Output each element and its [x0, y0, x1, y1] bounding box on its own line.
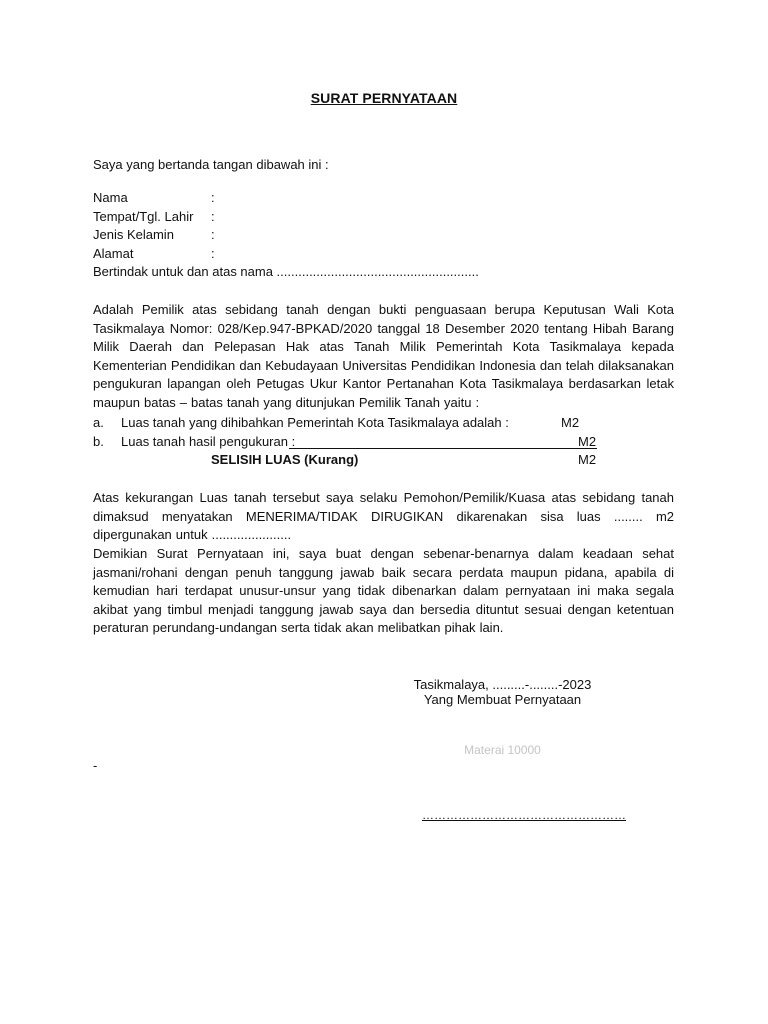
stamp-duty-placeholder: Materai 10000	[464, 743, 541, 757]
selisih-unit: M2	[578, 452, 597, 468]
list-item-granted-area	[93, 414, 683, 433]
list-unit: M2	[578, 433, 597, 449]
field-label: Tempat/Tgl. Lahir	[93, 208, 194, 224]
field-label: Jenis Kelamin	[93, 227, 174, 243]
signature-name-line: ……………………………………………	[422, 808, 626, 822]
land-area-list	[93, 414, 683, 470]
field-row-jenis-kelamin	[93, 226, 683, 245]
closing-paragraph: Demikian Surat Pernyataan ini, saya buat dengan sebenar-benarnya dalam keadaan sehat jasmani/rohani dengan penuh tanggung jawab baik secara perdata maupun pidana, apabila di kemudian hari terdapat unusur-unsur yang tidak dibenarkan dalam pernyataan ini maka segala akibat yang timbul menjadi tanggung jawab saya dan bersedia dituntut sesuai dengan ketentuan peraturan perundang-undangan serta tidak akan melibatkan pihak lain.	[93, 546, 674, 636]
list-text: Luas tanah yang dihibahkan Pemerintah Kota Tasikmalaya adalah :	[121, 415, 509, 430]
field-label: Nama	[93, 190, 128, 205]
ownership-paragraph: Adalah Pemilik atas sebidang tanah dengan bukti penguasaan berupa Keputusan Wali Kota Tasikmalaya Nomor: 028/Kep.947-BPKAD/2020 tanggal 18 Desember 2020 tentang Hibah Barang Milik Daerah dan Pelepasan Hak atas Tanah Milik Pemerintah Kota Tasikmalaya kepada Kementerian Pendidikan dan Kebudayaan Universitas Pendidikan Indonesia dan telah dilaksanakan pengukuran lapangan oleh Petugas Ukur Kantor Pertanahan Kota Tasikmalaya berdasarkan letak maupun batas – batas tanah yang ditunjukan Pemilik Tanah yaitu :	[93, 302, 674, 410]
sum-underline	[289, 448, 597, 449]
field-colon: :	[211, 227, 215, 243]
field-row-tempat-tgl-lahir	[93, 208, 683, 227]
document-title: SURAT PERNYATAAN	[310, 90, 458, 106]
field-colon: :	[211, 245, 215, 261]
signature-place-date: Tasikmalaya, .........-........-2023	[413, 677, 592, 692]
intro-text: Saya yang bertanda tangan dibawah ini :	[93, 157, 329, 172]
selisih-label: SELISIH LUAS (Kurang)	[211, 452, 359, 468]
list-marker: b.	[93, 433, 104, 449]
field-colon: :	[211, 190, 215, 205]
list-item-measured-area	[93, 433, 683, 452]
on-behalf-text: Bertindak untuk dan atas nama ........................................................	[93, 264, 479, 280]
identity-fields	[93, 189, 683, 282]
signature-role: Yang Membuat Pernyataan	[423, 692, 582, 707]
field-label: Alamat	[93, 245, 134, 261]
list-text: Luas tanah hasil pengukuran :	[121, 433, 296, 449]
on-behalf-line	[93, 263, 683, 282]
acceptance-paragraph: Atas kekurangan Luas tanah tersebut saya selaku Pemohon/Pemilik/Kuasa atas sebidang tanah dimaksud menyatakan MENERIMA/TIDAK DIRUGIKAN dikarenakan sisa luas ........ m2 dipergunakan untuk ......................	[93, 490, 674, 543]
field-row-alamat	[93, 245, 683, 264]
field-colon: :	[211, 208, 215, 224]
stray-dash: -	[93, 758, 98, 773]
list-marker: a.	[93, 415, 104, 430]
list-unit: M2	[561, 415, 580, 430]
field-row-nama	[93, 189, 683, 208]
selisih-row	[93, 451, 683, 470]
